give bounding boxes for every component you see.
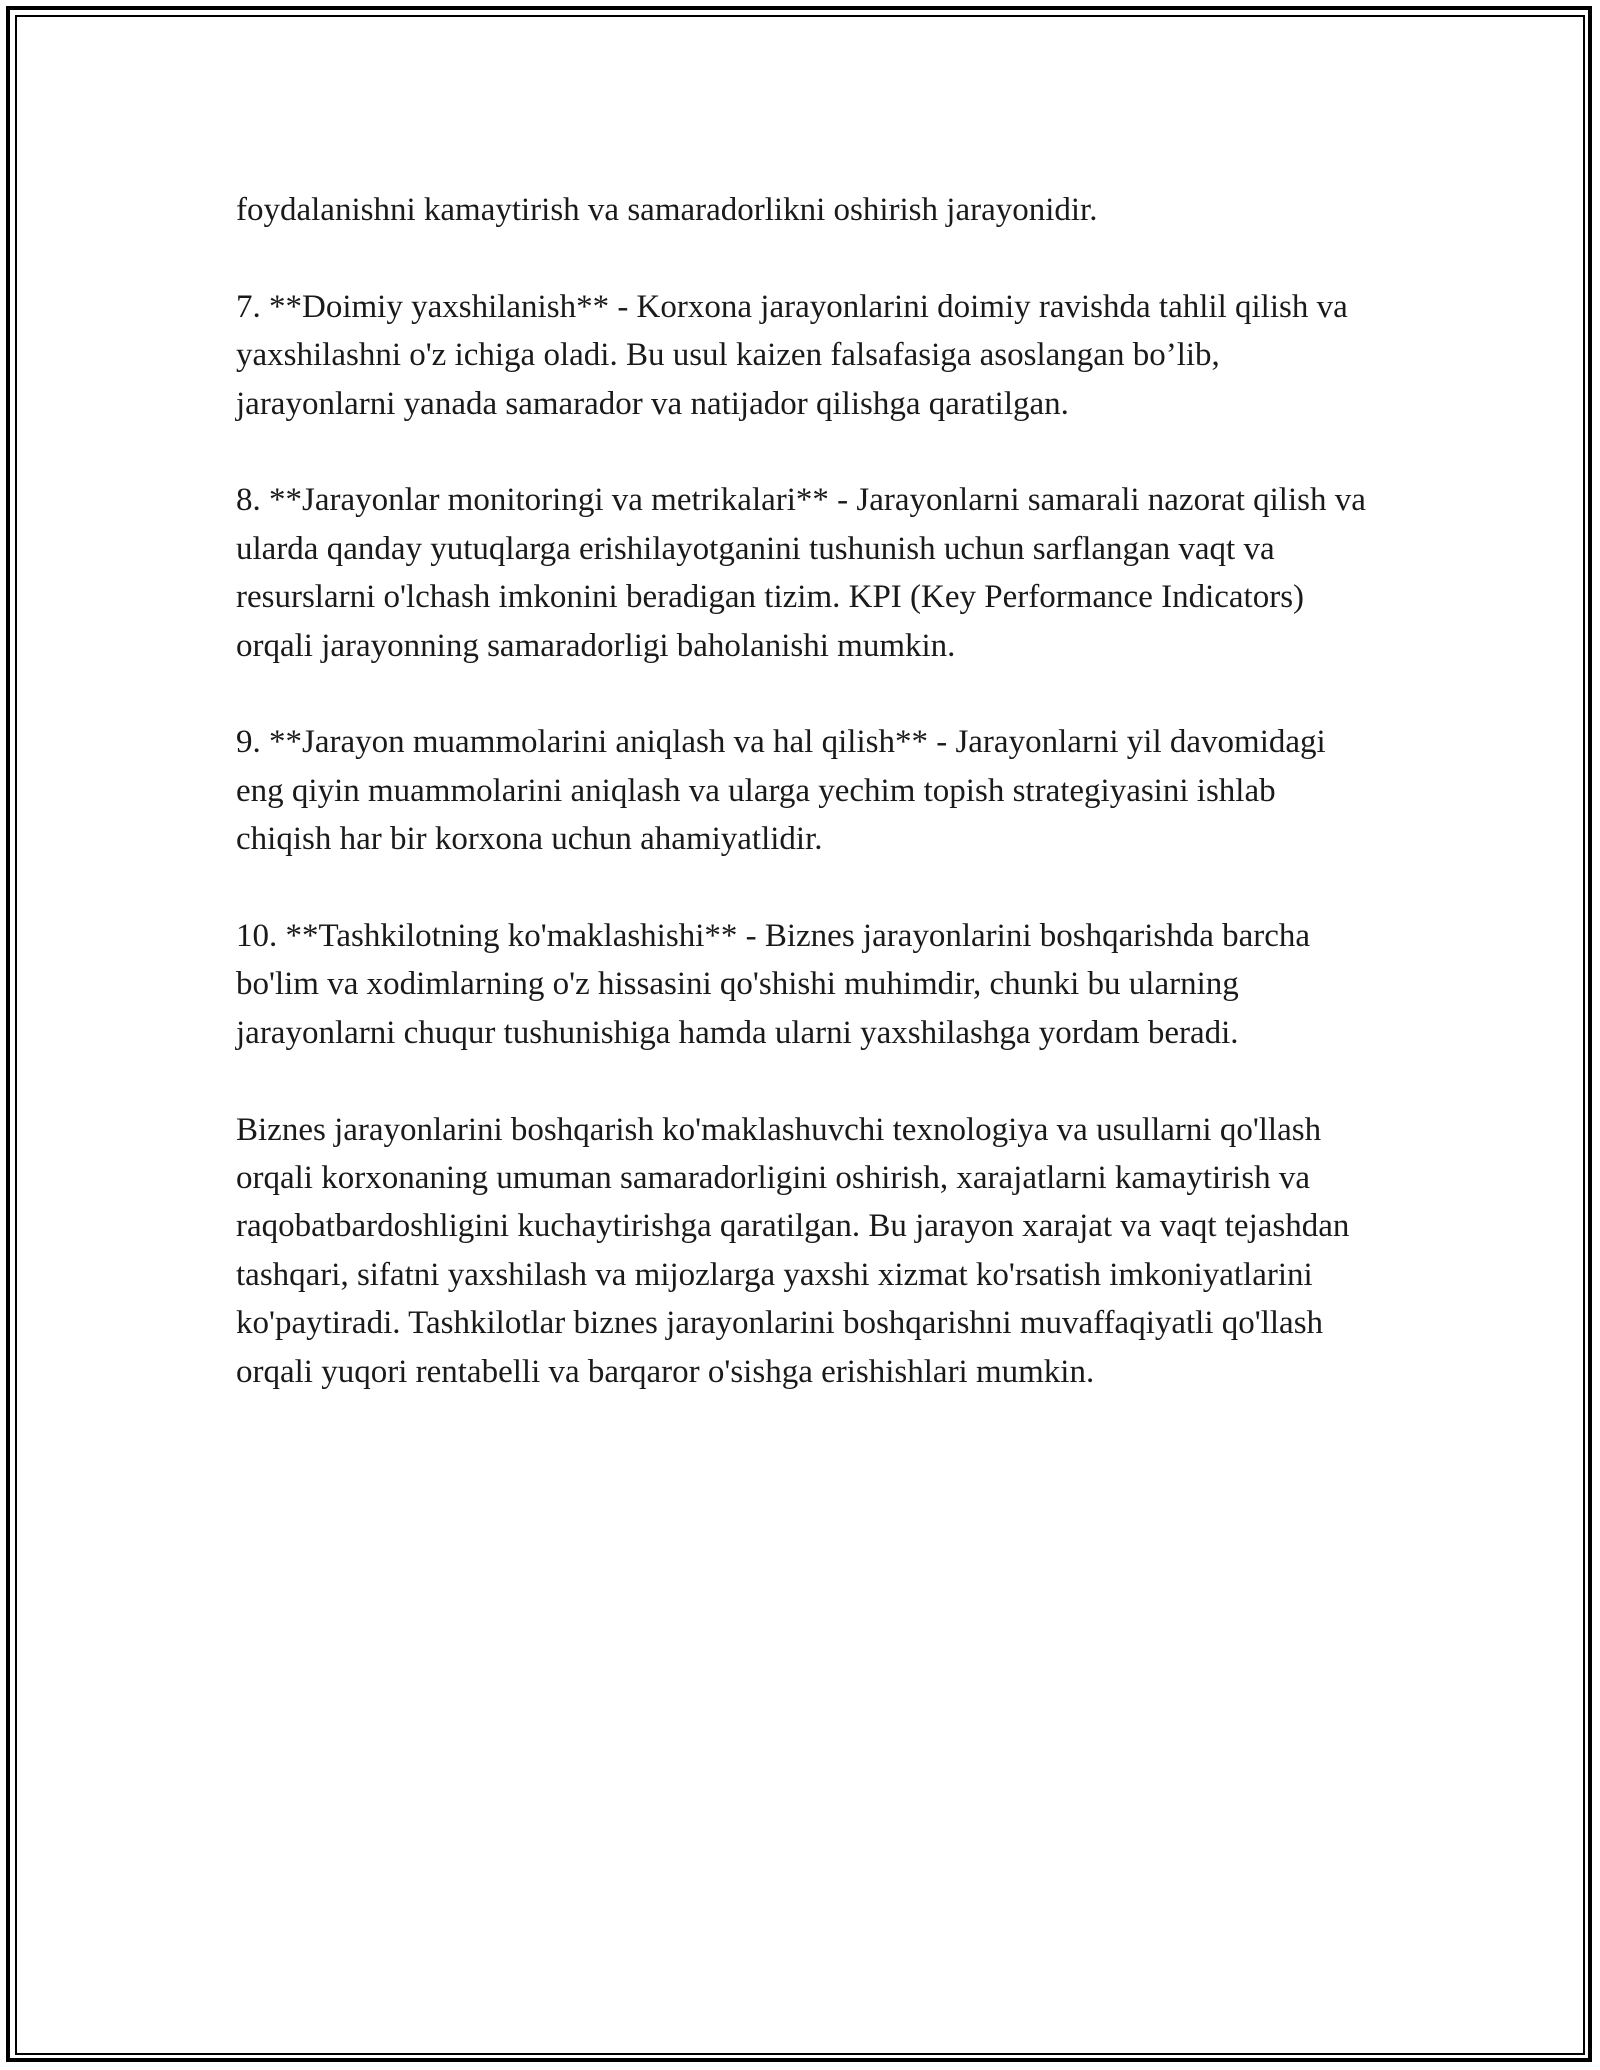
paragraph-item-10: 10. **Tashkilotning ko'maklashishi** - Biznes jarayonlarini boshqarishda barcha bo'lim va xodimlarning o'z hissasini qo'shishi muhimdir, chunki bu ularning jarayonlarni chuqur tushunishiga hamda ularni yaxshilashga yordam beradi. <box>236 918 1311 1051</box>
paragraph-item-8: 8. **Jarayonlar monitoringi va metrikalari** - Jarayonlarni samarali nazorat qilish va ularda qanday yutuqlarga erishilayotganini tushunish uchun sarflangan vaqt va resurslarni o'lchash imkonini beradigan tizim. KPI (Key Performance Indicators) orqali jarayonning samaradorligi baholanishi mumkin. <box>236 482 1366 664</box>
document-body <box>236 186 1376 1396</box>
paragraph-continuation: foydalanishni kamaytirish va samaradorlikni oshirish jarayonidir. <box>236 192 1098 228</box>
paragraph-item-9: 9. **Jarayon muammolarini aniqlash va hal qilish** - Jarayonlarni yil davomidagi eng qiyin muammolarini aniqlash va ularga yechim topish strategiyasini ishlab chiqish har bir korxona uchun ahamiyatlidir. <box>236 724 1326 858</box>
paragraph-item-7: 7. **Doimiy yaxshilanish** - Korxona jarayonlarini doimiy ravishda tahlil qilish va yaxshilashni o'z ichiga oladi. Bu usul kaizen falsafasiga asoslangan bo’lib, jarayonlarni yanada samarador va natijador qilishga qaratilgan. <box>236 288 1348 422</box>
paragraph-conclusion: Biznes jarayonlarini boshqarish ko'maklashuvchi texnologiya va usullarni qo'llash orqali korxonaning umuman samaradorligini oshirish, xarajatlarni kamaytirish va raqobatbardoshligini kuchaytirishga qaratilgan. Bu jarayon xarajat va vaqt tejashdan tashqari, sifatni yaxshilash va mijozlarga yaxshi xizmat ko'rsatish imkoniyatlarini ko'paytiradi. Tashkilotlar biznes jarayonlarini boshqarishni muvaffaqiyatli qo'llash orqali yuqori rentabelli va barqaror o'sishga erishishlari mumkin. <box>236 1111 1350 1390</box>
